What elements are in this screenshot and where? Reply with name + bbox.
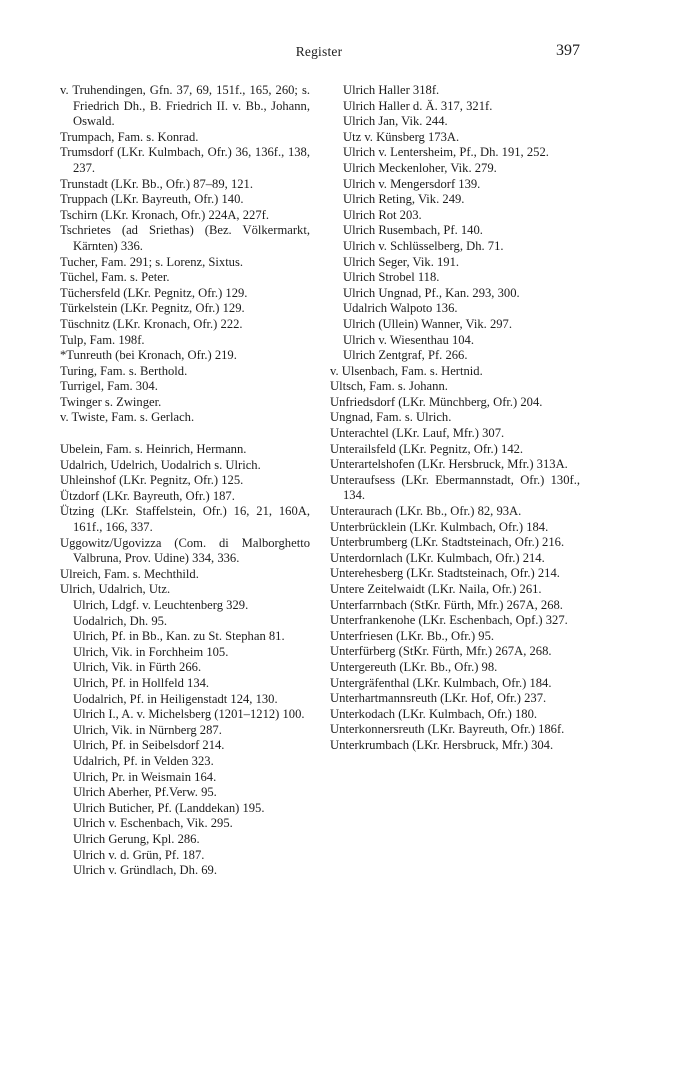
index-entry: Ultsch, Fam. s. Johann.	[330, 379, 448, 394]
index-entry: Truppach (LKr. Bayreuth, Ofr.) 140.	[60, 192, 244, 207]
index-entry: Tüschnitz (LKr. Kronach, Ofr.) 222.	[60, 316, 243, 331]
index-entry: Unterkonnersreuth (LKr. Bayreuth, Ofr.) 186f.	[330, 722, 565, 737]
index-subentry: Ulrich Aberher, Pf.Verw. 95.	[73, 785, 217, 800]
index-entry: Unteraufsess (LKr. Ebermannstadt, Ofr.) 130f., 134.	[330, 472, 580, 503]
index-entry: Untergereuth (LKr. Bb., Ofr.) 98.	[330, 659, 498, 674]
index-entry: Tulp, Fam. 198f.	[60, 332, 145, 347]
index-subentry: Ulrich I., A. v. Michelsberg (1201–1212) 100.	[73, 707, 305, 722]
index-entry: Unterfürberg (StKr. Fürth, Mfr.) 267A, 268.	[330, 644, 552, 659]
index-subentry: Ulrich Reting, Vik. 249.	[343, 192, 465, 207]
index-subentry: Ulrich, Ldgf. v. Leuchtenberg 329.	[73, 598, 249, 612]
index-subentry: Ulrich Gerung, Kpl. 286.	[73, 831, 200, 846]
index-subentry: Ulrich, Pf. in Seibelsdorf 214.	[73, 738, 225, 753]
index-entry: Ubelein, Fam. s. Heinrich, Hermann.	[60, 442, 247, 457]
index-entry: Unterkodach (LKr. Kulmbach, Ofr.) 180.	[330, 706, 538, 721]
index-entry: Uggowitz/Ugovizza (Com. di Malborghetto Valbruna, Prov. Udine) 334, 336.	[60, 535, 310, 566]
index-subentry: Udalrich Walpoto 136.	[343, 301, 458, 316]
index-entry: Ulreich, Fam. s. Mechthild.	[60, 566, 199, 581]
index-subentry: Ulrich Strobel 118.	[343, 270, 440, 285]
index-entry: Unterdornlach (LKr. Kulmbach, Ofr.) 214.	[330, 550, 545, 565]
index-entry: Unterartelshofen (LKr. Hersbruck, Mfr.) 313A.	[330, 457, 568, 472]
index-entry: Türkelstein (LKr. Pegnitz, Ofr.) 129.	[60, 301, 245, 316]
index-subentry: Ulrich Jan, Vik. 244.	[343, 114, 448, 129]
index-subentry: Ulrich v. Mengersdorf 139.	[343, 176, 481, 191]
index-entry: Unterkrumbach (LKr. Hersbruck, Mfr.) 304.	[330, 737, 554, 752]
index-subentry: Ulrich, Vik. in Nürnberg 287.	[73, 722, 222, 737]
index-subentry: Udalrich, Pf. in Velden 323.	[73, 753, 214, 768]
index-subentry: Ulrich, Pf. in Hollfeld 134.	[73, 675, 210, 690]
index-entry: Trunstadt (LKr. Bb., Ofr.) 87–89, 121.	[60, 176, 253, 191]
index-entry: v. Ulsenbach, Fam. s. Hertnid.	[330, 363, 483, 378]
index-column-left	[60, 83, 310, 879]
index-entry: Tschrietes (ad Sriethas) (Bez. Völkermarkt, Kärnten) 336.	[60, 223, 310, 253]
index-entry: Uhleinshof (LKr. Pegnitz, Ofr.) 125.	[60, 473, 244, 488]
running-title: Register	[295, 44, 343, 59]
index-column-right	[330, 83, 580, 754]
index-subentry: Ulrich Rot 203.	[343, 207, 422, 222]
index-subentry: Ulrich Seger, Vik. 191.	[343, 254, 460, 269]
index-entry: Unterbrücklein (LKr. Kulmbach, Ofr.) 184.	[330, 519, 549, 534]
index-entry: Untergräfenthal (LKr. Kulmbach, Ofr.) 184.	[330, 675, 552, 690]
index-entry: Ulrich, Udalrich, Utz.	[60, 582, 171, 597]
index-entry: Tüchersfeld (LKr. Pegnitz, Ofr.) 129.	[60, 285, 248, 300]
index-entry: Ützdorf (LKr. Bayreuth, Ofr.) 187.	[60, 488, 235, 503]
index-entry: Unterfriesen (LKr. Bb., Ofr.) 95.	[330, 628, 495, 643]
index-subentry: Ulrich v. Wiesenthau 104.	[343, 332, 474, 347]
index-entry: Trumpach, Fam. s. Konrad.	[60, 129, 199, 144]
index-subentry: Uodalrich, Dh. 95.	[73, 613, 168, 628]
index-subentry: Ulrich Buticher, Pf. (Landdekan) 195.	[73, 800, 265, 815]
index-entry: Unterehesberg (LKr. Stadtsteinach, Ofr.) 214.	[330, 566, 560, 581]
index-subentry: Ulrich Zentgraf, Pf. 266.	[343, 348, 468, 363]
index-entry: Unterbrumberg (LKr. Stadtsteinach, Ofr.) 216.	[330, 535, 565, 550]
index-entry: Ützing (LKr. Staffelstein, Ofr.) 16, 21, 160A, 161f., 166, 337.	[60, 504, 310, 535]
page-header	[58, 42, 580, 64]
index-entry: Unterfarrnbach (StKr. Fürth, Mfr.) 267A, 268.	[330, 597, 563, 612]
index-subentry: Ulrich Haller 318f.	[343, 83, 440, 97]
index-entry: Unteraurach (LKr. Bb., Ofr.) 82, 93A.	[330, 504, 522, 519]
index-subentry: Ulrich Rusembach, Pf. 140.	[343, 223, 483, 238]
index-entry: Tucher, Fam. 291; s. Lorenz, Sixtus.	[60, 254, 244, 269]
index-entry: Tschirn (LKr. Kronach, Ofr.) 224A, 227f.	[60, 207, 269, 222]
index-entry: *Tunreuth (bei Kronach, Ofr.) 219.	[60, 348, 237, 363]
index-entry: Tüchel, Fam. s. Peter.	[60, 270, 170, 285]
index-subentry: Ulrich Haller d. Ä. 317, 321f.	[343, 98, 493, 113]
index-subentry: Ulrich v. d. Grün, Pf. 187.	[73, 847, 205, 862]
index-entry: Turrigel, Fam. 304.	[60, 379, 158, 394]
index-subentry: Ulrich, Vik. in Fürth 266.	[73, 660, 202, 675]
index-entry: Udalrich, Udelrich, Uodalrich s. Ulrich.	[60, 457, 261, 472]
section-gap	[60, 426, 310, 442]
index-entry: Turing, Fam. s. Berthold.	[60, 363, 188, 378]
index-subentry: Ulrich, Pf. in Bb., Kan. zu St. Stephan 81.	[73, 629, 285, 644]
index-entry: Unterhartmannsreuth (LKr. Hof, Ofr.) 237.	[330, 691, 547, 706]
index-subentry: Ulrich, Vik. in Forchheim 105.	[73, 644, 229, 659]
index-entry: Untere Zeitelwaidt (LKr. Naila, Ofr.) 261.	[330, 582, 542, 596]
index-subentry: Ulrich (Ullein) Wanner, Vik. 297.	[343, 316, 512, 331]
index-subentry: Ulrich Meckenloher, Vik. 279.	[343, 160, 497, 175]
index-entry: Unfriedsdorf (LKr. Münchberg, Ofr.) 204.	[330, 394, 543, 409]
index-subentry: Utz v. Künsberg 173A.	[343, 129, 460, 144]
index-subentry: Ulrich v. Schlüsselberg, Dh. 71.	[343, 238, 504, 253]
index-entry: Unterfrankenohe (LKr. Eschenbach, Opf.) 327.	[330, 613, 568, 628]
index-subentry: Uodalrich, Pf. in Heiligenstadt 124, 130.	[73, 691, 278, 706]
index-entry: Unterailsfeld (LKr. Pegnitz, Ofr.) 142.	[330, 441, 524, 456]
index-entry: Twinger s. Zwinger.	[60, 394, 162, 409]
index-subentry: Ulrich Ungnad, Pf., Kan. 293, 300.	[343, 285, 520, 300]
index-subentry: Ulrich, Pr. in Weismain 164.	[73, 769, 217, 784]
index-subentry: Ulrich v. Lentersheim, Pf., Dh. 191, 252.	[343, 145, 549, 160]
index-subentry: Ulrich v. Gründlach, Dh. 69.	[73, 863, 217, 878]
index-entry: Trumsdorf (LKr. Kulmbach, Ofr.) 36, 136f., 138, 237.	[60, 145, 310, 175]
index-entry: v. Truhendingen, Gfn. 37, 69, 151f., 165, 260; s. Friedrich Dh., B. Friedrich II. v. Bb., Johann, Oswald.	[60, 83, 310, 129]
index-entry: v. Twiste, Fam. s. Gerlach.	[60, 410, 195, 425]
index-entry: Unterachtel (LKr. Lauf, Mfr.) 307.	[330, 426, 505, 441]
index-entry: Ungnad, Fam. s. Ulrich.	[330, 410, 452, 425]
page-number: 397	[556, 42, 580, 59]
index-subentry: Ulrich v. Eschenbach, Vik. 295.	[73, 816, 233, 831]
